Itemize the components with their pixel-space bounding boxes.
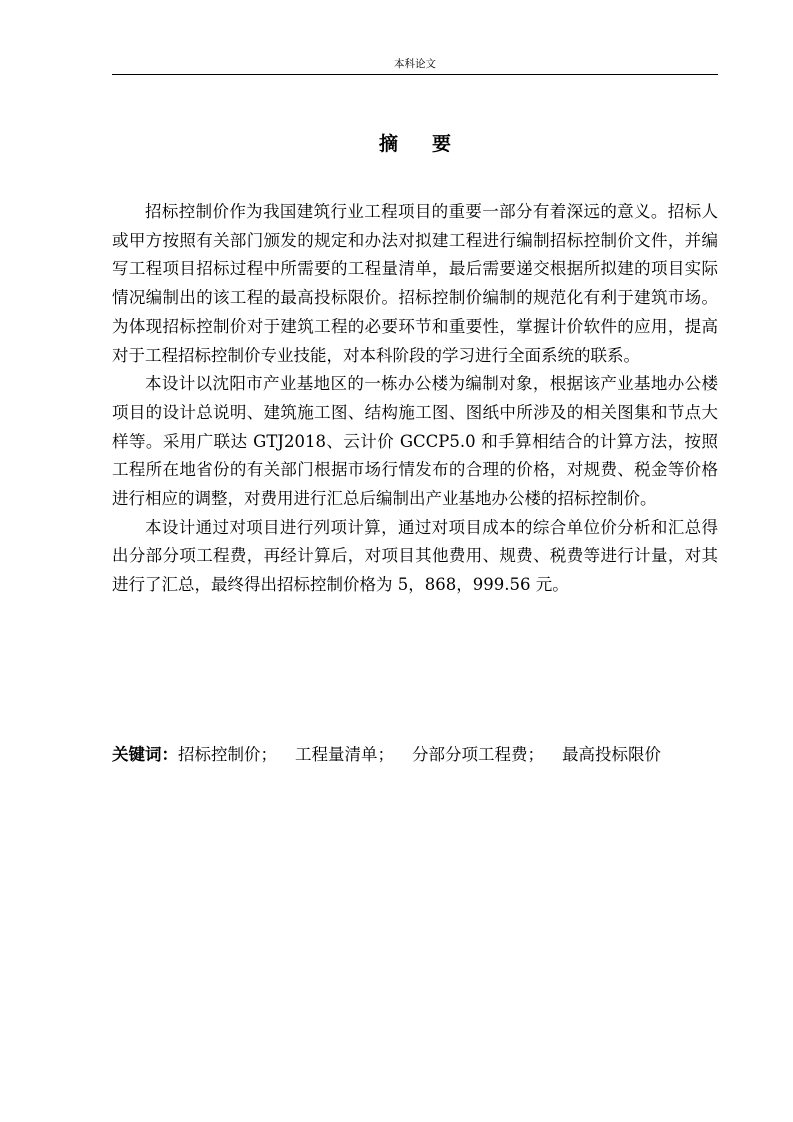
keywords-label: 关键词： — [112, 745, 178, 764]
abstract-body — [112, 198, 718, 600]
keywords-line — [112, 741, 718, 769]
header-text: 本科论文 — [394, 58, 436, 70]
abstract-paragraph-1: 招标控制价作为我国建筑行业工程项目的重要一部分有着深远的意义。招标人或甲方按照有关部门颁发的规定和办法对拟建工程进行编制招标控制价文件，并编写工程项目招标过程中所需要的工程量清单，最后需要递交根据所拟建的项目实际情况编制出的该工程的最高投标限价。招标控制价编制的规范化有利于建筑市场。为体现招标控制价对于建筑工程的必要环节和重要性，掌握计价软件的应用，提高对于工程招标控制价专业技能，对本科阶段的学习进行全面系统的联系。 — [112, 202, 718, 365]
abstract-paragraph-3: 本设计通过对项目进行列项计算，通过对项目成本的综合单位价分析和汇总得出分部分项工程费，再经计算后，对项目其他费用、规费、税费等进行计量，对其进行了汇总，最终得出招标控制价格为 5，868，999.56 元。 — [112, 517, 718, 595]
keyword-item: 最高投标限价 — [562, 745, 661, 764]
keyword-item: 分部分项工程费； — [412, 745, 544, 764]
keyword-item: 招标控制价； — [178, 745, 277, 764]
keyword-item: 工程量清单； — [295, 745, 394, 764]
abstract-title: 摘要 — [378, 133, 485, 155]
abstract-paragraph-2: 本设计以沈阳市产业基地区的一栋办公楼为编制对象，根据该产业基地办公楼项目的设计总说明、建筑施工图、结构施工图、图纸中所涉及的相关图集和节点大样等。采用广联达 GTJ2018、云计价 GCCP5.0 和手算相结合的计算方法，按照工程所在地省份的有关部门根据市场行情发布的合理的价格，对规费、税金等价格进行相应的调整，对费用进行汇总后编制出产业基地办公楼的招标控制价。 — [112, 374, 718, 509]
page-header — [112, 52, 718, 75]
